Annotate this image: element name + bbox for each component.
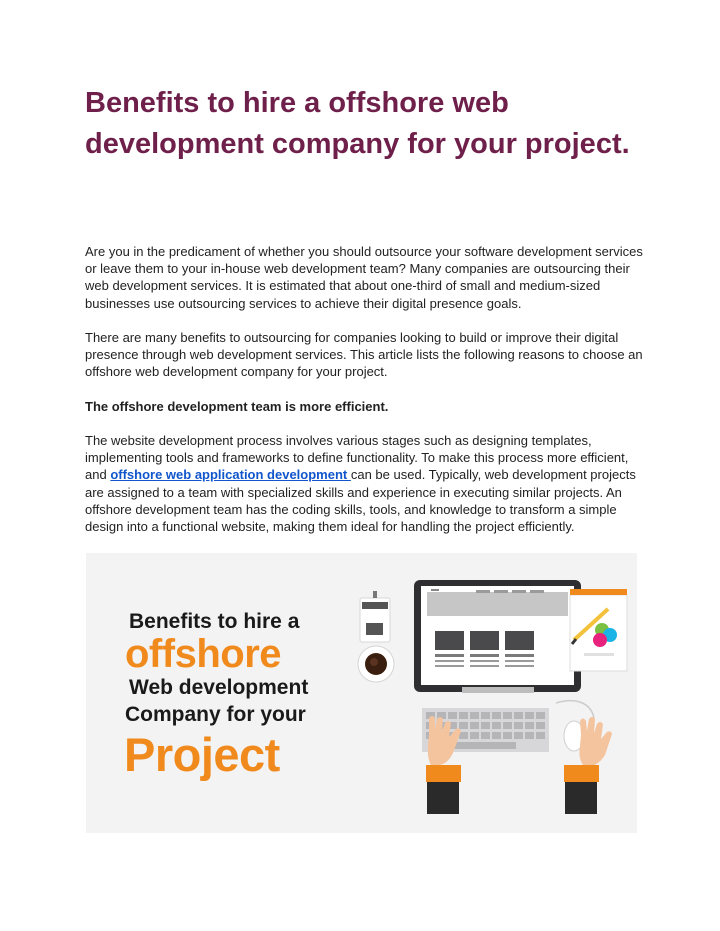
intro-paragraph: Are you in the predicament of whether you should outsource your software development services or leave them to your in-house web development team? Many companies are outsourcing their web development services. It is estimated that about one-third of small and medium-sized businesses use outsourcing services to achieve their digital presence goals. (85, 244, 643, 311)
page-title: Benefits to hire a offshore web development company for your project. (85, 87, 630, 160)
benefits-paragraph: There are many benefits to outsourcing for companies looking to build or improve their digital presence through web development services. This article lists the following reasons to choose an offshore web development company for your project. (85, 330, 643, 380)
banner-line-1: Benefits to hire a (129, 610, 300, 633)
hand-icon (426, 716, 461, 814)
banner-line-4: Company for your (125, 703, 306, 726)
banner-image (86, 553, 637, 833)
calendar-icon (360, 591, 390, 642)
banner-line-5: Project (124, 728, 280, 781)
color-palette-icon (570, 589, 627, 671)
section-heading: The offshore development team is more efficient. (85, 399, 389, 414)
offshore-web-app-dev-link[interactable]: offshore web application development (110, 467, 351, 483)
banner-line-3: Web development (129, 676, 309, 699)
efficiency-paragraph (85, 432, 645, 535)
paragraph-text-before-link: The website development process involves various stages such as designing templates, implementing tools and frameworks to define functionality. To make this process more efficient, and (85, 433, 629, 483)
monitor-icon (414, 580, 581, 693)
paragraph-text-after-link: can be used. Typically, web development projects are assigned to a team with specialized skills and experience in executing similar projects. An offshore development team has the coding skills, tools, and knowledge to transform a simple design into a functional website, making them ideal for handling the project efficiently. (85, 467, 636, 535)
coffee-cup-icon (358, 646, 394, 682)
banner-line-2: offshore (125, 632, 281, 676)
